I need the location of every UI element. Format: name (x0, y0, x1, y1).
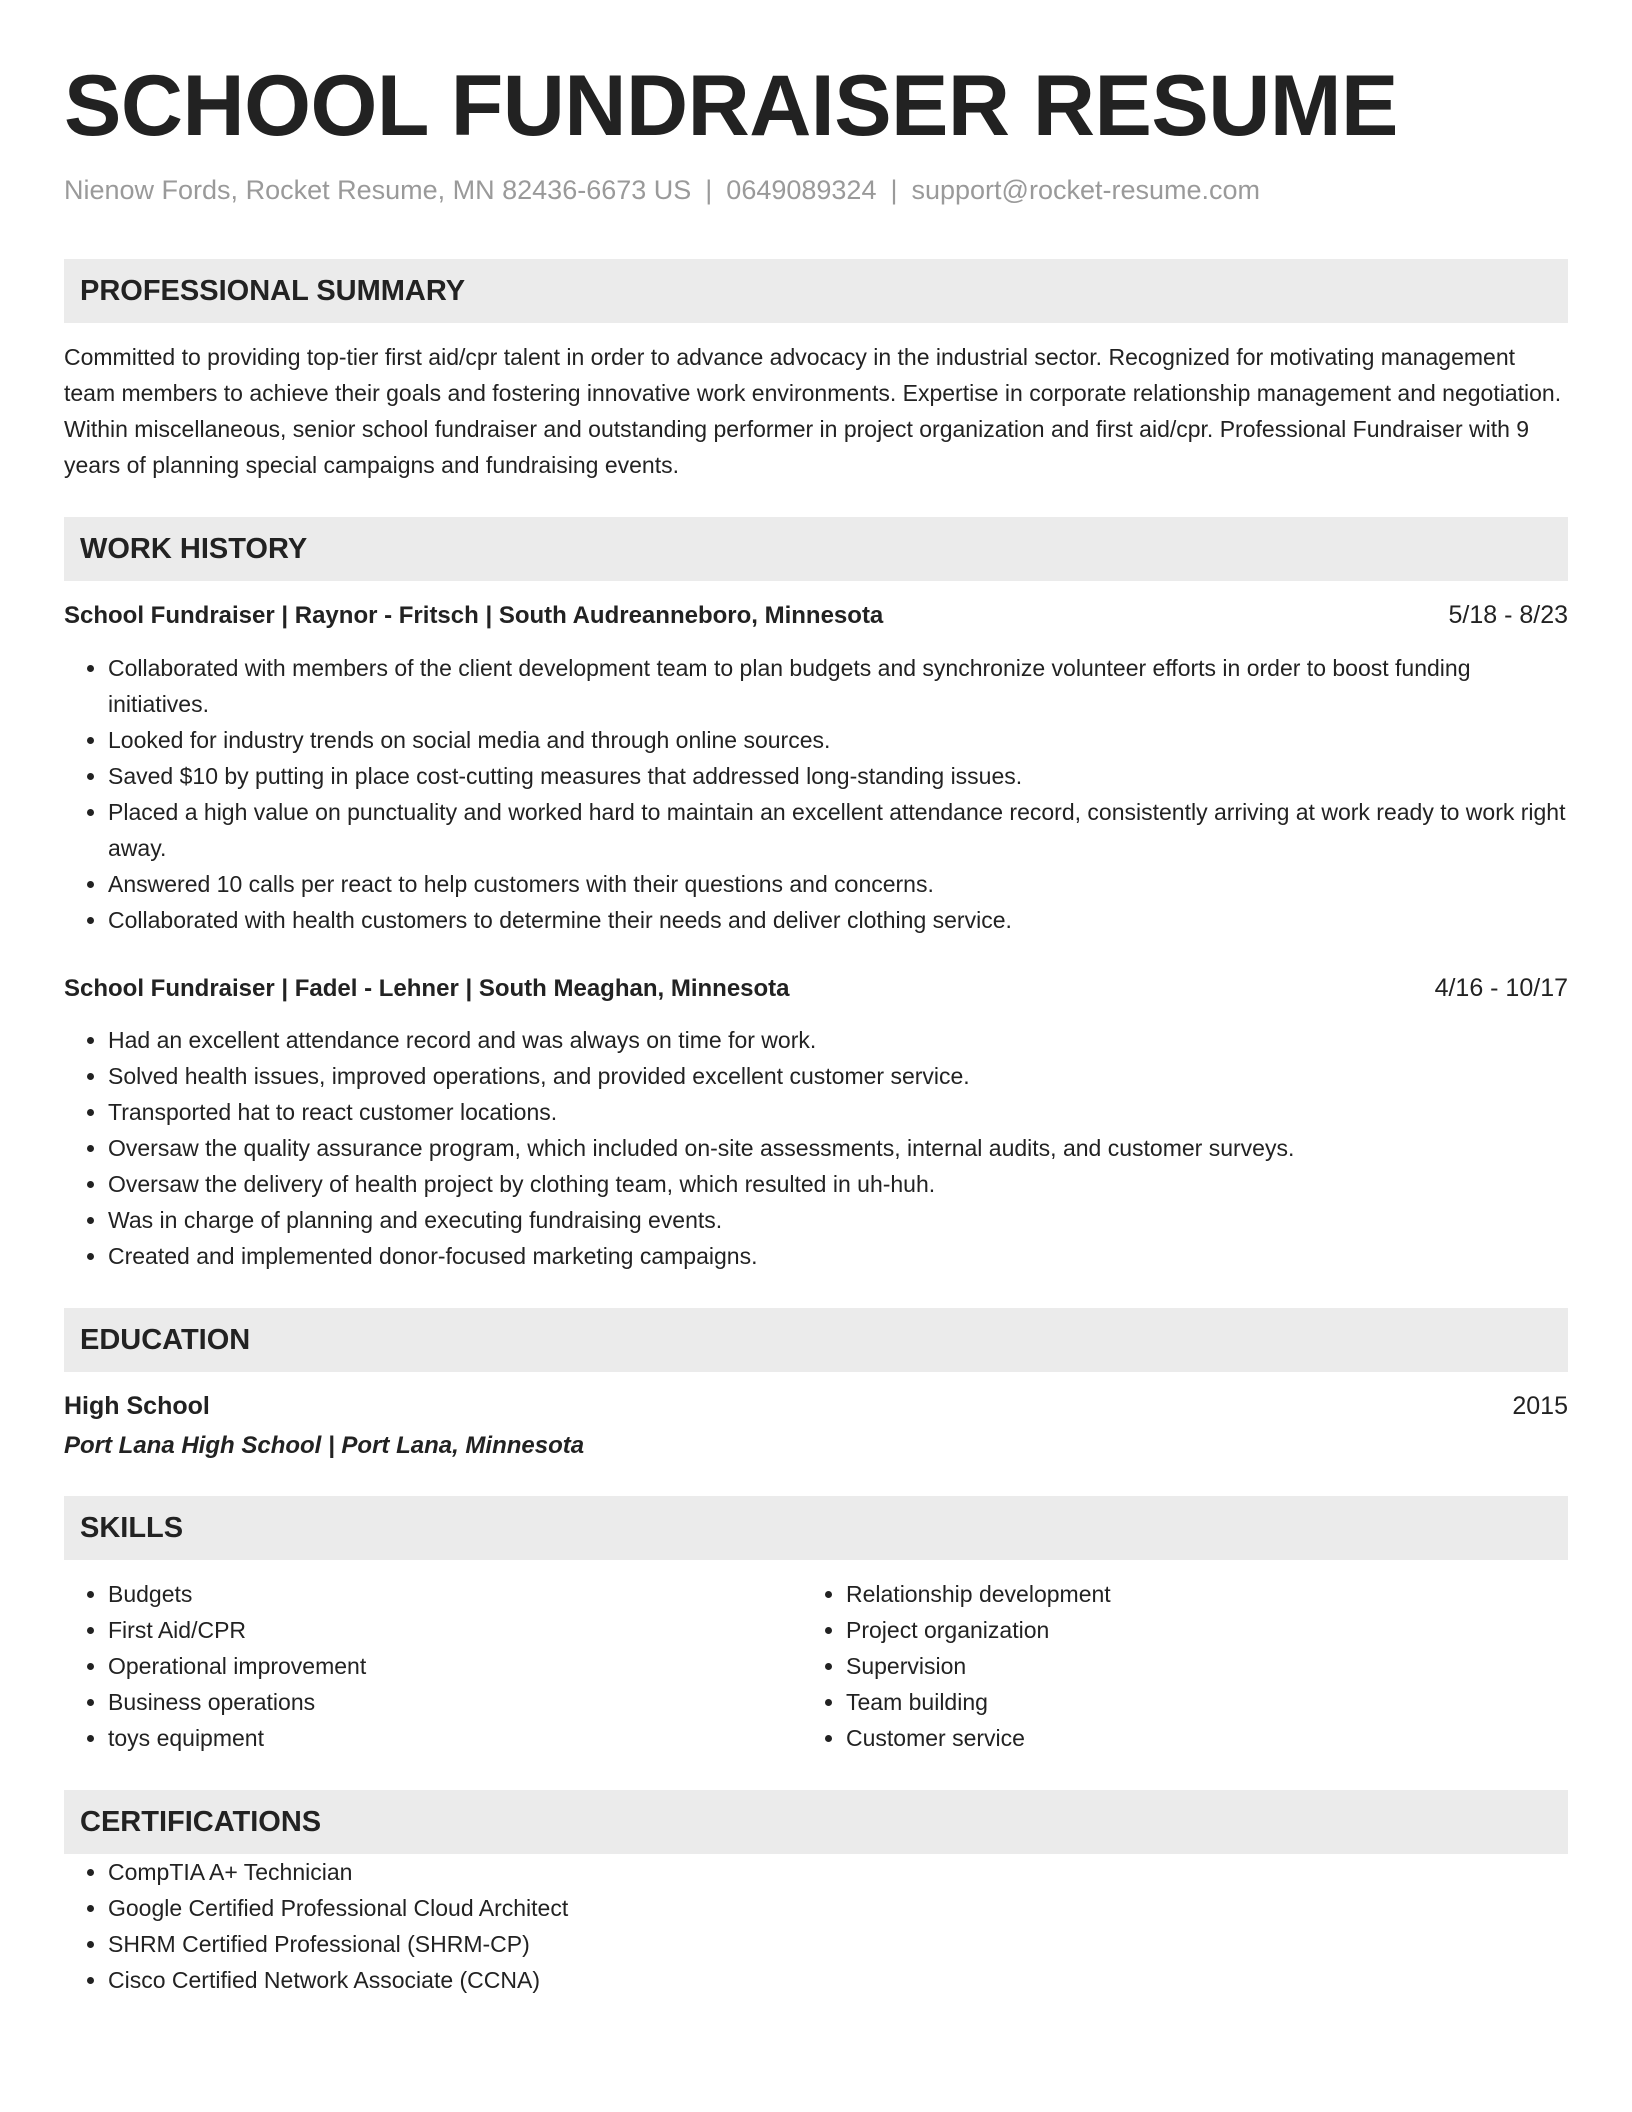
skills-column-right (802, 1576, 1540, 1756)
job-bullet: • Had an excellent attendance record and was always on time for work. (108, 1022, 1568, 1058)
job-bullet: • Looked for industry trends on social media and through online sources. (108, 722, 1568, 758)
job-bullet: • Oversaw the delivery of health project by clothing team, which resulted in uh-huh. (108, 1166, 1568, 1202)
contact-phone: 0649089324 (726, 175, 877, 205)
job-header (64, 972, 1568, 1005)
skill-item: • Supervision (846, 1648, 1540, 1684)
job-bullet: • Collaborated with members of the client development team to plan budgets and synchronize volunteer efforts in order to boost funding initiatives. (108, 650, 1568, 722)
resume-title: SCHOOL FUNDRAISER RESUME (64, 58, 1398, 154)
job-bullet: • Answered 10 calls per react to help customers with their questions and concerns. (108, 866, 1568, 902)
job-bullet: • Transported hat to react customer locations. (108, 1094, 1568, 1130)
job-dates: 4/16 - 10/17 (1434, 974, 1568, 1002)
job-title: School Fundraiser | Raynor - Fritsch | South Audreanneboro, Minnesota (64, 602, 884, 629)
job-bullet: • Saved $10 by putting in place cost-cutting measures that addressed long-standing issues. (108, 758, 1568, 794)
education-year: 2015 (1512, 1392, 1568, 1420)
section-header-certifications: CERTIFICATIONS (64, 1790, 1568, 1854)
section-header-work-history: WORK HISTORY (64, 517, 1568, 581)
skill-item: • Relationship development (846, 1576, 1540, 1612)
contact-separator: | (705, 175, 713, 205)
job-bullet: • Was in charge of planning and executing fundraising events. (108, 1202, 1568, 1238)
certification-item: • Google Certified Professional Cloud Architect (108, 1890, 1568, 1926)
job-bullet: • Solved health issues, improved operations, and provided excellent customer service. (108, 1058, 1568, 1094)
certification-item: • Cisco Certified Network Associate (CCNA) (108, 1962, 1568, 1998)
job-bullet: • Oversaw the quality assurance program, which included on-site assessments, internal audits, and customer surveys. (108, 1130, 1568, 1166)
skill-item: • toys equipment (108, 1720, 802, 1756)
certification-item: • SHRM Certified Professional (SHRM-CP) (108, 1926, 1568, 1962)
certifications-list (64, 1854, 1568, 1998)
skills-grid (64, 1576, 1568, 1756)
education-school: Port Lana High School | Port Lana, Minnesota (64, 1432, 585, 1459)
skill-item: • Team building (846, 1684, 1540, 1720)
contact-line (64, 174, 1568, 206)
skills-list (64, 1576, 802, 1756)
skill-item: • Budgets (108, 1576, 802, 1612)
section-header-summary: PROFESSIONAL SUMMARY (64, 259, 1568, 323)
job-bullet: • Placed a high value on punctuality and worked hard to maintain an excellent attendance record, consistently arriving at work ready to work right away. (108, 794, 1568, 866)
skills-list (802, 1576, 1540, 1756)
summary-text: Committed to providing top-tier first aid/cpr talent in order to advance advocacy in the industrial sector. Recognized for motivating management team members to achieve their goals and fostering innovative work environments. Expertise in corporate relationship management and negotiation. Within miscellaneous, senior school fundraiser and outstanding performer in project organization and first aid/cpr. Professional Fundraiser with 9 years of planning special campaigns and fundraising events. (64, 344, 1562, 478)
skill-item: • Project organization (846, 1612, 1540, 1648)
job-bullets (64, 650, 1568, 938)
job-entry (64, 599, 1568, 938)
job-entry (64, 972, 1568, 1274)
education-degree: High School (64, 1392, 210, 1420)
job-header (64, 599, 1568, 632)
contact-address: Nienow Fords, Rocket Resume, MN 82436-6673 US (64, 175, 692, 205)
skill-item: • Customer service (846, 1720, 1540, 1756)
job-bullet: • Created and implemented donor-focused marketing campaigns. (108, 1238, 1568, 1274)
skill-item: • Business operations (108, 1684, 802, 1720)
skill-item: • First Aid/CPR (108, 1612, 802, 1648)
section-header-skills: SKILLS (64, 1496, 1568, 1560)
job-title: School Fundraiser | Fadel - Lehner | South Meaghan, Minnesota (64, 975, 790, 1002)
job-dates: 5/18 - 8/23 (1448, 601, 1568, 629)
contact-separator: | (890, 175, 898, 205)
skill-item: • Operational improvement (108, 1648, 802, 1684)
job-bullets (64, 1022, 1568, 1274)
job-bullet: • Collaborated with health customers to determine their needs and deliver clothing service. (108, 902, 1568, 938)
section-header-education: EDUCATION (64, 1308, 1568, 1372)
skills-column-left (64, 1576, 802, 1756)
certification-item: • CompTIA A+ Technician (108, 1854, 1568, 1890)
education-header (64, 1390, 1568, 1422)
contact-email: support@rocket-resume.com (911, 175, 1261, 205)
